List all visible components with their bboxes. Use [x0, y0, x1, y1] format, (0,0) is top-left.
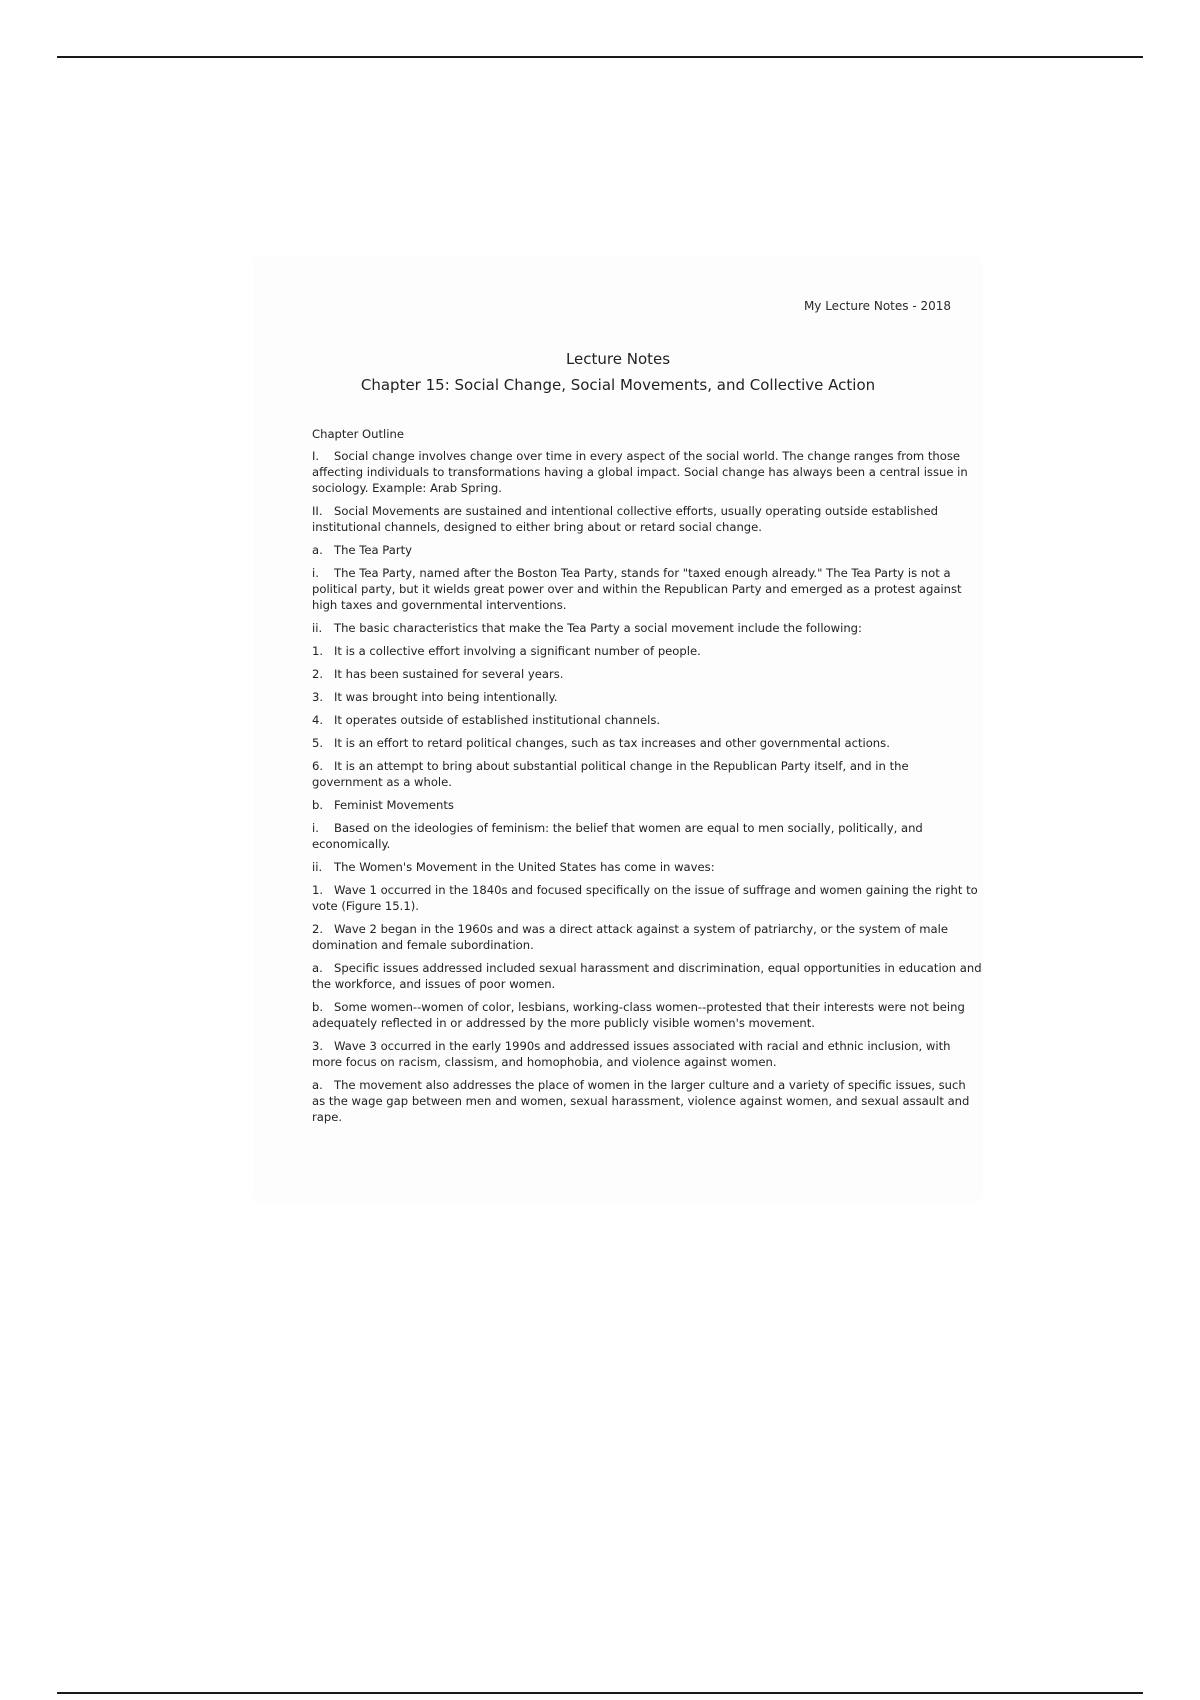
outline-paragraph	[312, 859, 982, 875]
outline-paragraph	[312, 643, 982, 659]
outline-marker: I.	[312, 449, 320, 463]
outline-marker: 6.	[312, 759, 324, 773]
document-title: Lecture Notes	[565, 350, 671, 368]
outline-marker: i.	[312, 821, 319, 835]
outline-paragraph	[312, 666, 982, 682]
outline-paragraph	[312, 620, 982, 636]
outline-text: It is an effort to retard political changes, such as tax increases and other governmental actions.	[334, 736, 890, 750]
outline-marker: a.	[312, 961, 323, 975]
chapter-title: Chapter 15: Social Change, Social Movements, and Collective Action	[360, 376, 876, 394]
outline-paragraph	[312, 820, 982, 852]
outline-text: The Tea Party, named after the Boston Tea Party, stands for "taxed enough already." The Tea Party is not a political party, but it wields great power over and within the Republican Party and emerged as a protest against high taxes and governmental interventions.	[312, 566, 962, 612]
outline-marker: 2.	[312, 667, 324, 681]
outline-paragraph	[312, 712, 982, 728]
running-header: My Lecture Notes - 2018	[803, 299, 951, 313]
outline-text: Wave 3 occurred in the early 1990s and addressed issues associated with racial and ethnic inclusion, with more focus on racism, classism, and homophobia, and violence against women.	[312, 1039, 951, 1069]
outline-paragraph	[312, 735, 982, 751]
outline-marker: a.	[312, 1078, 323, 1092]
outline-marker: 1.	[312, 883, 324, 897]
outline-text: The basic characteristics that make the Tea Party a social movement include the following:	[334, 621, 862, 635]
document-page	[256, 258, 980, 1200]
outline-marker: 3.	[312, 1039, 324, 1053]
outline-paragraph	[312, 1077, 982, 1125]
outline-paragraph	[312, 999, 982, 1031]
outline-paragraph	[312, 448, 982, 496]
outline-paragraph	[312, 542, 982, 558]
outline-text: The movement also addresses the place of women in the larger culture and a variety of specific issues, such as the wage gap between men and women, sexual harassment, violence against women, and sexual assault and rape.	[312, 1078, 970, 1124]
outline-text: Wave 2 began in the 1960s and was a direct attack against a system of patriarchy, or the system of male domination and female subordination.	[312, 922, 948, 952]
outline-marker: 5.	[312, 736, 324, 750]
outline-marker: a.	[312, 543, 323, 557]
outline-text: It has been sustained for several years.	[334, 667, 564, 681]
outline-text: Specific issues addressed included sexual harassment and discrimination, equal opportunities in education and the workforce, and issues of poor women.	[312, 961, 982, 991]
outline-text: It is an attempt to bring about substantial political change in the Republican Party itself, and in the government as a whole.	[312, 759, 909, 789]
outline-text: Wave 1 occurred in the 1840s and focused specifically on the issue of suffrage and women gaining the right to vote (Figure 15.1).	[312, 883, 978, 913]
outline-list	[312, 448, 982, 1125]
outline-marker: ii.	[312, 621, 323, 635]
outline-paragraph	[312, 797, 982, 813]
outline-paragraph	[312, 565, 982, 613]
outline-heading: Chapter Outline	[312, 427, 404, 441]
outline-text: Social change involves change over time in every aspect of the social world. The change ranges from those affecting individuals to transformations having a global impact. Social change has always been a central issue in sociology. Example: Arab Spring.	[312, 449, 968, 495]
outline-marker: 3.	[312, 690, 324, 704]
outline-marker: i.	[312, 566, 319, 580]
outline-text: The Tea Party	[334, 543, 413, 557]
outline-text: The Women's Movement in the United States has come in waves:	[334, 860, 715, 874]
outline-text: It operates outside of established institutional channels.	[334, 713, 661, 727]
outline-marker: b.	[312, 1000, 324, 1014]
outline-text: Some women--women of color, lesbians, working-class women--protested that their interests were not being adequately reflected in or addressed by the more publicly visible women's movement.	[312, 1000, 965, 1030]
outline-marker: 4.	[312, 713, 324, 727]
outline-paragraph	[312, 882, 982, 914]
outline-text: Based on the ideologies of feminism: the belief that women are equal to men socially, politically, and economically.	[312, 821, 923, 851]
bottom-rule	[57, 1692, 1143, 1694]
outline-paragraph	[312, 758, 982, 790]
outline-paragraph	[312, 1038, 982, 1070]
outline-paragraph	[312, 921, 982, 953]
document-body	[312, 426, 982, 1132]
outline-marker: 2.	[312, 922, 324, 936]
outline-text: It is a collective effort involving a significant number of people.	[334, 644, 701, 658]
outline-text: Social Movements are sustained and intentional collective efforts, usually operating outside established institutional channels, designed to either bring about or retard social change.	[312, 504, 938, 534]
top-rule	[57, 56, 1143, 58]
outline-paragraph	[312, 503, 982, 535]
outline-text: Feminist Movements	[334, 798, 454, 812]
outline-paragraph	[312, 960, 982, 992]
outline-text: It was brought into being intentionally.	[334, 690, 558, 704]
outline-paragraph	[312, 689, 982, 705]
outline-marker: ii.	[312, 860, 323, 874]
outline-marker: 1.	[312, 644, 324, 658]
outline-marker: b.	[312, 798, 324, 812]
outline-marker: II.	[312, 504, 323, 518]
